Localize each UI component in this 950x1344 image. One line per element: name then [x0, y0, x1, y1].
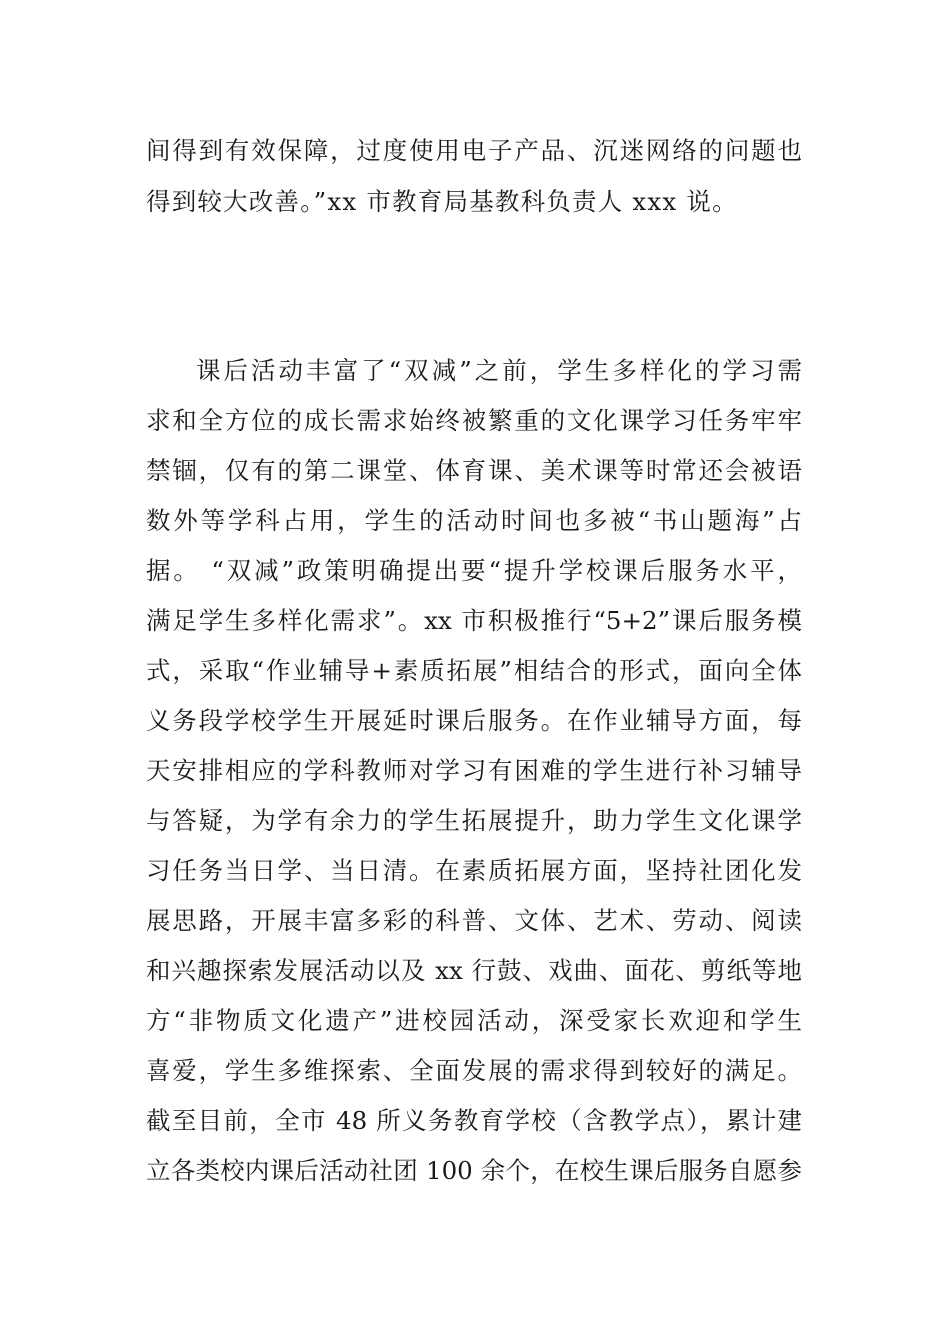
- text-line: 满足学生多样化需求”。xx 市积极推行“5+2”课后服务模: [146, 606, 802, 635]
- text-line: 禁锢，仅有的第二课堂、体育课、美术课等时常还会被语: [146, 456, 802, 485]
- text-line: 式，采取“作业辅导+素质拓展”相结合的形式，面向全体: [146, 656, 802, 685]
- text-line: 数外等学科占用，学生的活动时间也多被“书山题海”占: [146, 506, 802, 535]
- text-line: 天安排相应的学科教师对学习有困难的学生进行补习辅导: [146, 756, 802, 785]
- text-line: 习任务当日学、当日清。在素质拓展方面，坚持社团化发: [146, 856, 802, 885]
- text-line: 和兴趣探索发展活动以及 xx 行鼓、戏曲、面花、剪纸等地: [146, 956, 802, 985]
- paragraph-first-line: 课后活动丰富了“双减”之前，学生多样化的学习需: [196, 356, 802, 385]
- text-line: 与答疑，为学有余力的学生拓展提升，助力学生文化课学: [146, 806, 802, 835]
- text-line: 据。 “双减”政策明确提出要“提升学校课后服务水平，: [146, 556, 802, 585]
- text-line: 间得到有效保障，过度使用电子产品、沉迷网络的问题也: [146, 136, 802, 165]
- text-line: 求和全方位的成长需求始终被繁重的文化课学习任务牢牢: [146, 406, 802, 435]
- text-line: 展思路，开展丰富多彩的科普、文体、艺术、劳动、阅读: [146, 906, 802, 935]
- text-line: 截至目前，全市 48 所义务教育学校（含教学点），累计建: [146, 1106, 802, 1135]
- text-line: 得到较大改善。”xx 市教育局基教科负责人 xxx 说。: [146, 187, 738, 216]
- text-line: 立各类校内课后活动社团 100 余个，在校生课后服务自愿参: [146, 1156, 802, 1185]
- text-line: 喜爱，学生多维探索、全面发展的需求得到较好的满足。: [146, 1056, 802, 1085]
- text-line: 义务段学校学生开展延时课后服务。在作业辅导方面，每: [146, 706, 802, 735]
- text-line: 方“非物质文化遗产”进校园活动，深受家长欢迎和学生: [146, 1006, 802, 1035]
